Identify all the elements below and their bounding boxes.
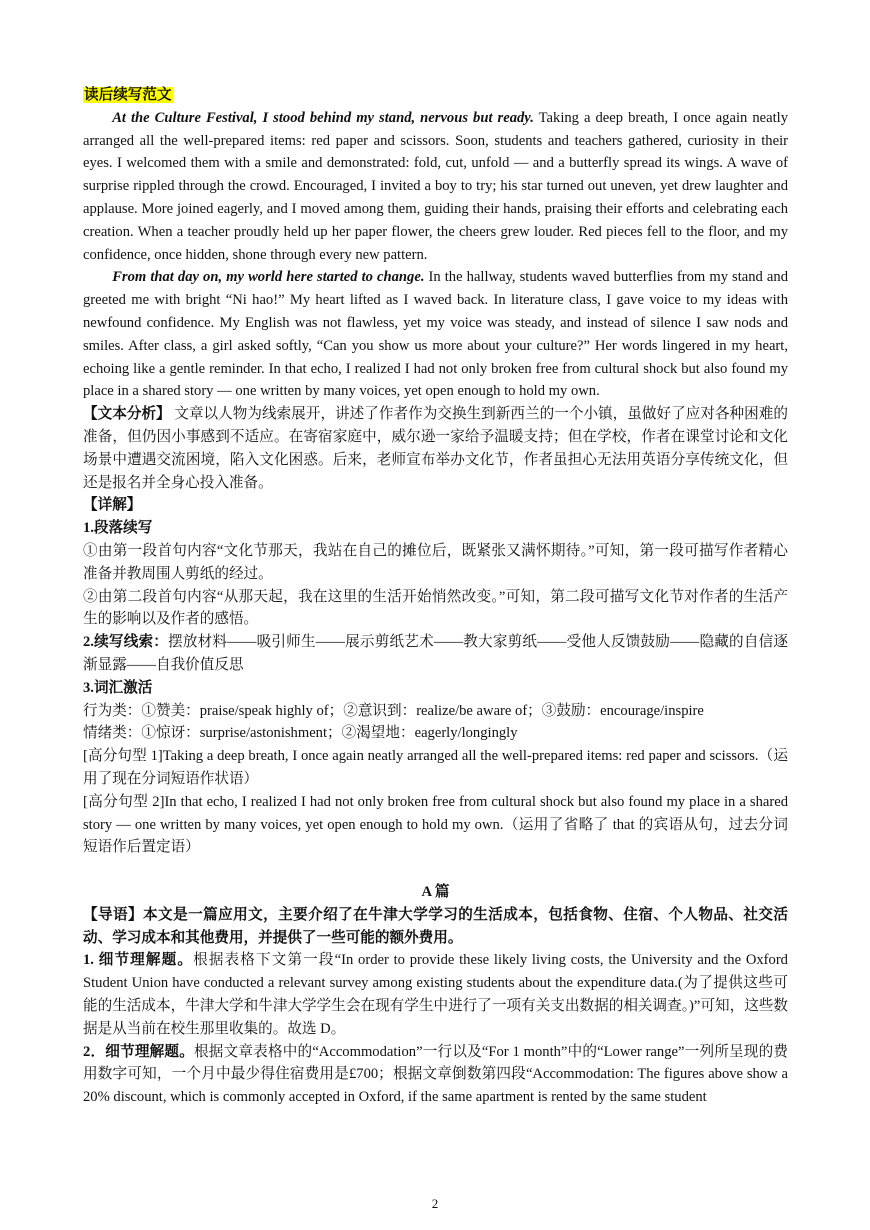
sentence-pattern-1: [高分句型 1]Taking a deep breath, I once again neatly arranged all the well-prepared items: red paper and scissors.（运用了现在分词短语作状语） [83,748,788,787]
section-title: 读后续写范文 [84,87,172,103]
detail-section-2-text: 摆放材料——吸引师生——展示剪纸艺术——教大家剪纸——受他人反馈鼓励——隐藏的自信逐渐显露——自我价值反思 [83,634,788,673]
part-a-heading: A 篇 [421,884,450,901]
detail-section-2 [83,631,788,677]
question-2-text: 根据文章表格中的“Accommodation”一行以及“For 1 month”中的“Lower range”一列所呈现的费用数字可知，一个月中最少得住宿费用是£700；根据文章倒数第四段“Accommodation: The figures above show a 20% discount, which is commonly accepted in Oxford, if the same apartment is rented by the same student [83,1043,788,1106]
detail-section-1-title: 1.段落续写 [83,520,153,537]
essay-paragraph-2-body: In the hallway, students waved butterflies from my stand and greeted me with bright “Ni hao!” My heart lifted as I waved back. In literature class, I gave voice to my ideas with newfound confidence. My English was not flawless, yet my voice was steady, and instead of silence I saw nods and smiles. After class, a girl asked softly, “Can you show us more about your culture?” Her words lingered in my heart, echoing like a gentle reminder. In that echo, I realized I had not only broken free from cultural shock but also found my place in a shared story — one written by many voices, yet open enough to hold my own. [83,269,788,400]
question-2-label: 2．细节理解题。 [83,1043,195,1060]
analysis-text: 文章以人物为线索展开，讲述了作者作为交换生到新西兰的一个小镇，虽做好了应对各种困难的准备，但仍因小事感到不适应。在寄宿家庭中，威尔逊一家给予温暖支持；但在学校，作者在课堂讨论和文化场景中遭遇交流困境，陷入文化困惑。后来，老师宣布举办文化节，作者虽担心无法用英语分享传统文化，但还是报名并全身心投入准备。 [83,406,788,491]
detail-section-2-title: 2.续写线索： [83,634,169,651]
part-a-intro-text: 本文是一篇应用文，主要介绍了在牛津大学学习的生活成本，包括食物、住宿、个人物品、社交活动、学习成本和其他费用，并提供了一些可能的额外费用。 [83,906,788,946]
part-a-intro [83,904,788,950]
analysis-label: 【文本分析】 [83,406,171,423]
essay-paragraph-2-lead: From that day on, my world here started to change. [112,269,425,286]
detail-section-1-item-1: ①由第一段首句内容“文化节那天，我站在自己的摊位后，既紧张又满怀期待。”可知，第一段可描写作者精心准备并教周围人剪纸的经过。 [83,542,788,582]
essay-paragraph-1 [83,107,788,267]
question-2-explanation [83,1041,788,1109]
essay-paragraph-2 [83,266,788,403]
analysis-paragraph [83,403,788,494]
vocab-behavior: 行为类：①赞美：praise/speak highly of；②意识到：realize/be aware of；③鼓励：encourage/inspire [83,702,704,719]
vocab-emotion: 情绪类：①惊讶：surprise/astonishment；②渴望地：eagerly/longingly [83,725,518,742]
essay-paragraph-1-lead: At the Culture Festival, I stood behind my stand, nervous but ready. [112,109,534,126]
sentence-pattern-2: [高分句型 2]In that echo, I realized I had not only broken free from cultural shock but also found my place in a shared story — one written by many voices, yet open enough to hold my own.（运用了省略了 that 的宾语从句，过去分词短语作后置定语） [83,793,788,856]
detail-section-3-title: 3.词汇激活 [83,679,153,696]
detail-label: 【详解】 [83,497,142,514]
page-number: 2 [431,1196,439,1211]
question-1-label: 1. 细节理解题。 [83,952,194,969]
spacer [83,859,788,881]
essay-paragraph-1-body: Taking a deep breath, I once again neatly arranged all the well-prepared items: red paper and scissors. Soon, students and teachers gathered, curiosity in their eyes. I welcomed them with a smile and demonstrated: fold, cut, unfold — and a butterfly spread its wings. A wave of surprise rippled through the crowd. Encouraged, I invited a boy to try; his star turned out uneven, yet drew laughter and applause. More joined eagerly, and I moved among them, guiding their hands, praising their efforts and celebrating each creation. When a teacher proudly held up her paper flower, the cheers grew louder. Red pieces fell to the floor, and my confidence, once hidden, shone through every new pattern. [83,109,788,263]
question-1-explanation [83,949,788,1040]
detail-section-1-item-2: ②由第二段首句内容“从那天起，我在这里的生活开始悄然改变。”可知，第二段可描写文化节对作者的生活产生的影响以及作者的感悟。 [83,588,788,628]
part-a-intro-label: 【导语】 [83,906,144,923]
question-1-text: 根据表格下文第一段“In order to provide these likely living costs, the University and the Oxford Student Union have conducted a relevant survey among existing students about the expenditure data.(为了提供这些可能的生活成本，牛津大学和牛津大学学生会在现有学生中进行了一项有关支出数据的相关调查。)”可知，这些数据是从当前在校生那里收集的。故选 D。 [83,952,788,1037]
page-content [83,84,788,1109]
